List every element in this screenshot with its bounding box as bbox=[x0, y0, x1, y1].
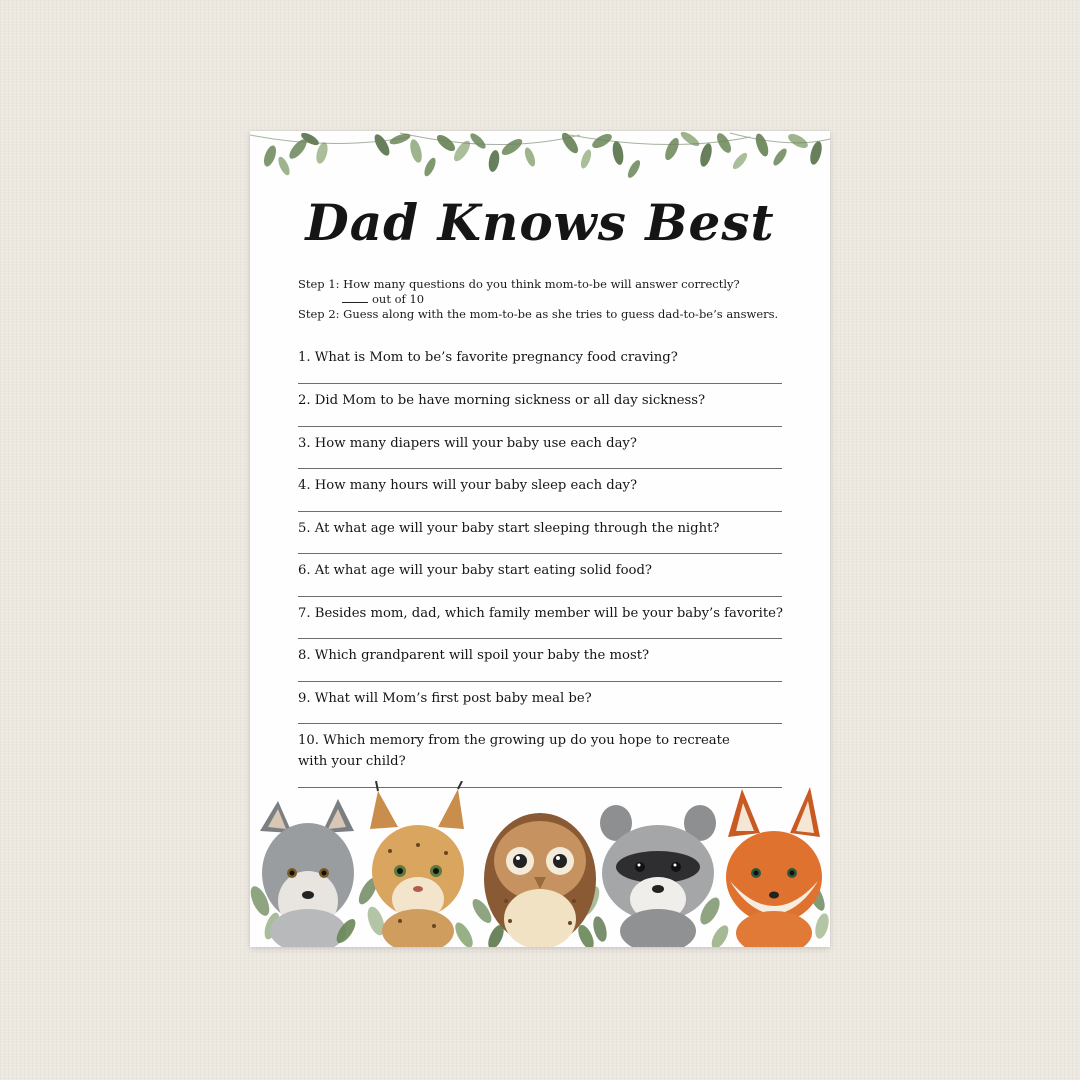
raccoon-illustration bbox=[600, 805, 716, 947]
game-card bbox=[250, 131, 830, 947]
question-text: 1. What is Mom to be’s favorite pregnancy food craving? bbox=[298, 350, 678, 365]
question-item bbox=[298, 347, 782, 384]
question-item bbox=[298, 682, 782, 724]
question-text: 3. How many diapers will your baby use each day? bbox=[298, 436, 637, 451]
fox-illustration bbox=[726, 787, 822, 947]
lynx-illustration bbox=[370, 781, 464, 947]
question-item bbox=[298, 427, 782, 469]
card-title: Dad Knows Best bbox=[305, 193, 775, 252]
question-list bbox=[298, 347, 782, 788]
step-2-text: Step 2: Guess along with the mom-to-be as she tries to guess dad-to-be’s answers. bbox=[298, 307, 779, 321]
question-item bbox=[298, 554, 782, 597]
question-text: 4. How many hours will your baby sleep each day? bbox=[298, 478, 638, 493]
step-1-answer bbox=[298, 292, 798, 307]
step-1-text: Step 1: How many questions do you think mom-to-be will answer correctly? bbox=[298, 277, 740, 291]
question-item bbox=[298, 639, 782, 682]
question-text: 7. Besides mom, dad, which family member will be your baby’s favorite? bbox=[298, 606, 784, 621]
answer-blank bbox=[342, 302, 368, 303]
question-text: 6. At what age will your baby start eating solid food? bbox=[298, 563, 652, 578]
question-text: 8. Which grandparent will spoil your baby the most? bbox=[298, 648, 650, 663]
question-item bbox=[298, 469, 782, 512]
question-item bbox=[298, 597, 782, 639]
step-1-blank-label: out of 10 bbox=[372, 292, 425, 306]
wolf-illustration bbox=[260, 799, 354, 947]
question-text: 5. At what age will your baby start sleeping through the night? bbox=[298, 521, 720, 536]
question-text: 9. What will Mom’s first post baby meal be? bbox=[298, 691, 592, 706]
question-text: 2. Did Mom to be have morning sickness or all day sickness? bbox=[298, 393, 706, 408]
question-text: 10. Which memory from the growing up do you hope to recreate with your child? bbox=[298, 733, 730, 769]
question-item bbox=[298, 384, 782, 427]
instructions bbox=[298, 277, 798, 322]
question-item bbox=[298, 724, 782, 788]
woodland-animals-illustration bbox=[250, 781, 830, 947]
question-item bbox=[298, 512, 782, 554]
